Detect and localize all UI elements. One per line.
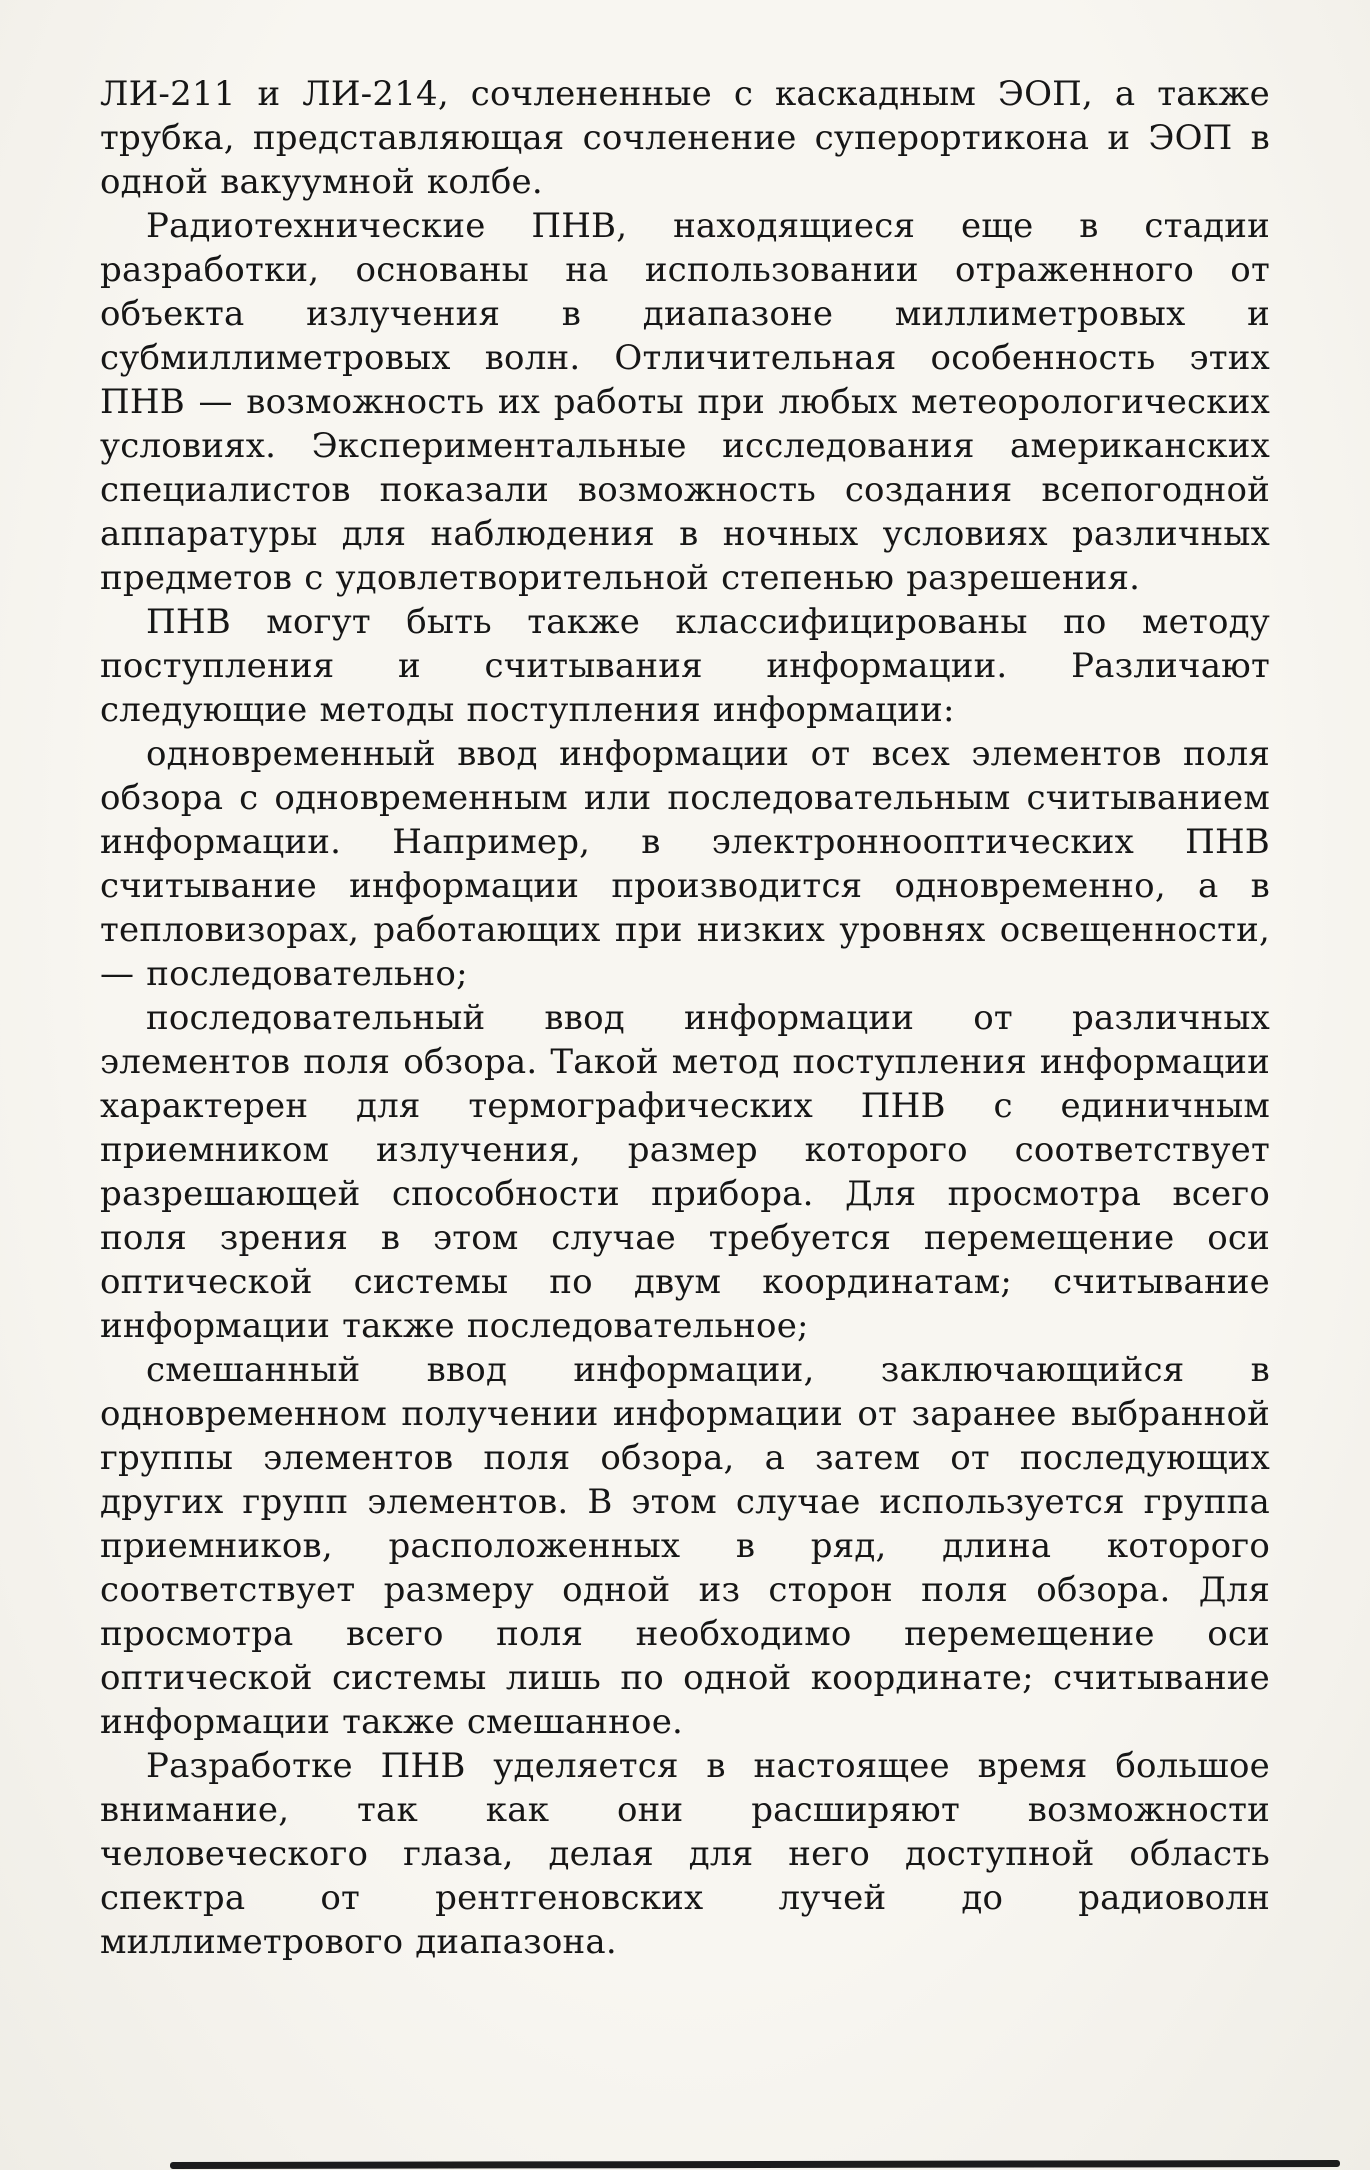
paragraph: смешанный ввод информации, заключающийся в одновременном получении информации от заранее выбранной группы элементов поля обзора, а затем от последующих других групп элементов. В этом случае используется группа приемников, расположенных в ряд, длина которого соответствует размеру одной из сторон поля обзора. Для просмотра всего поля необходимо перемещение оси оптической системы лишь по одной координате; считывание информации также смешанное. [100,1350,1270,1742]
paragraph: Радиотехнические ПНВ, находящиеся еще в стадии разработки, основаны на использовании отраженного от объекта излучения в диапазоне миллиметровых и субмиллиметровых волн. Отличительная особенность этих ПНВ — возможность их работы при любых метеорологических условиях. Экспериментальные исследования американских специалистов показали возможность создания всепогодной аппаратуры для наблюдения в ночных условиях различных предметов с удовлетворительной степенью разрешения. [100,206,1270,598]
paragraph: одновременный ввод информации от всех элементов поля обзора с одновременным или последовательным считыванием информации. Например, в электроннооптических ПНВ считывание информации производится одновременно, а в тепловизорах, работающих при низких уровнях освещенности,— последовательно; [100,734,1270,994]
paragraph: ПНВ могут быть также классифицированы по методу поступления и считывания информации. Различают следующие методы поступления информации: [100,602,1270,730]
paragraph: Разработке ПНВ уделяется в настоящее время большое внимание, так как они расширяют возможности человеческого глаза, делая для него доступной область спектра от рентгеновских лучей до радиоволн миллиметрового диапазона. [100,1746,1270,1962]
scan-edge-artifact [170,2160,1340,2169]
paragraph-continuation: ЛИ-211 и ЛИ-214, сочлененные с каскадным ЭОП, а также трубка, представляющая сочленение суперортикона и ЭОП в одной вакуумной колбе. [100,74,1270,202]
text-block [100,72,1270,1964]
paragraph: последовательный ввод информации от различных элементов поля обзора. Такой метод поступления информации характерен для термографических ПНВ с единичным приемником излучения, размер которого соответствует разрешающей способности прибора. Для просмотра всего поля зрения в этом случае требуется перемещение оси оптической системы по двум координатам; считывание информации также последовательное; [100,998,1270,1346]
